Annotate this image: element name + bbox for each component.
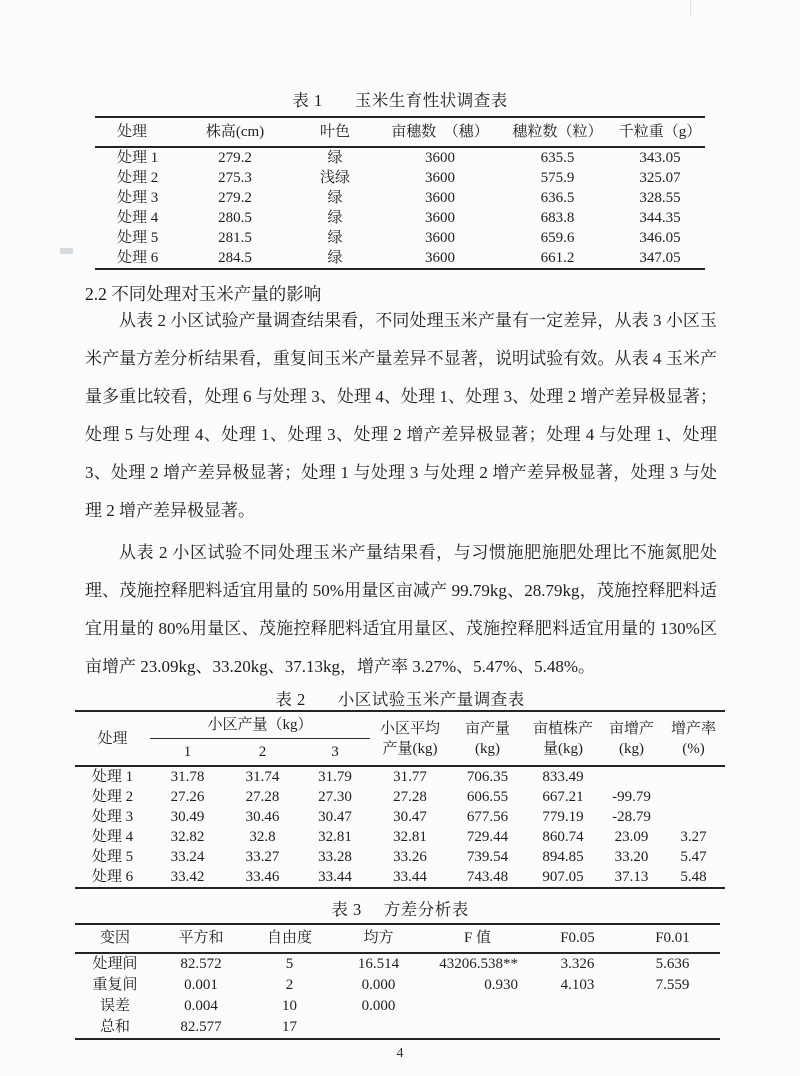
table-cell: -28.79 (612, 809, 651, 825)
table-cell (625, 1017, 720, 1039)
table-cell: 30.49 (170, 809, 205, 825)
table-cell (662, 766, 725, 787)
table-row (95, 208, 705, 228)
table-cell: 32.81 (393, 829, 427, 845)
table-cell: 344.35 (639, 210, 681, 226)
table-cell: 27.28 (245, 789, 280, 805)
table-cell: 279.2 (218, 190, 252, 206)
table2-header-rep-2: 2 (225, 739, 300, 767)
table-cell (425, 1017, 530, 1039)
table-cell: 32.82 (170, 829, 205, 845)
table-cell: 误差 (99, 998, 130, 1014)
table-cell: 总和 (99, 1019, 130, 1035)
table-cell (530, 1017, 625, 1039)
table2-header-rep-1: 1 (150, 739, 225, 767)
table1-header-leaf-color: 叶色 (290, 117, 380, 147)
table-cell: 31.77 (393, 769, 427, 785)
header-line: 量(kg) (543, 740, 584, 757)
table1-caption-title: 玉米生育性状调查表 (354, 91, 508, 110)
table-row (75, 847, 725, 867)
table-cell: 绿 (327, 250, 343, 266)
table-cell: 3600 (425, 250, 455, 266)
table-cell: 82.577 (180, 1019, 222, 1035)
table-row (75, 867, 725, 888)
table-cell: 2 (285, 977, 294, 993)
table2-header-yield-increase-rate (662, 711, 725, 766)
table-cell: 33.46 (245, 869, 280, 885)
table-cell: 3600 (425, 210, 455, 226)
table-cell: 27.26 (170, 789, 205, 805)
table2-caption-title: 小区试验玉米产量调查表 (337, 690, 525, 709)
table2-header-treatment: 处理 (75, 711, 150, 766)
table-cell: 3600 (425, 170, 455, 186)
table1-header-treatment: 处理 (95, 117, 180, 147)
table-cell: 279.2 (218, 150, 252, 166)
table-cell: 重复间 (92, 977, 138, 993)
header-line: (kg) (619, 740, 645, 757)
table3-header-mean-square: 均方 (332, 924, 425, 953)
table-row (75, 766, 725, 787)
body-paragraph-2: 从表 2 小区试验不同处理玉米产量结果看，与习惯施肥施肥处理比不施氮肥处理、茂施控释肥料适宜用量的 50%用量区亩减产 99.79kg、28.79kg，茂施控释肥料适宜用量的 80%用量区、茂施控释肥料适宜用量区、茂施控释肥料适宜用量的 130%区亩增产 23.09kg、33.20kg、37.13kg，增产率 3.27%、5.47%、5.48%。 (85, 543, 717, 676)
table1-growth-traits (95, 116, 705, 270)
table-row (95, 147, 705, 168)
table-cell: 处理 3 (91, 809, 134, 825)
header-line: 小区平均 (380, 720, 441, 737)
table-cell: 处理 5 (117, 230, 159, 246)
table-row (95, 248, 705, 269)
table2-header-plot-avg-yield (370, 711, 450, 766)
table2-plot-yield (75, 710, 725, 889)
header-line: 产量(kg) (382, 740, 438, 757)
table-cell (425, 996, 530, 1017)
table-cell: 绿 (327, 230, 343, 246)
table1-header-kernels-per-ear: 穗粒数（粒） (500, 117, 615, 147)
table-cell: 739.54 (466, 849, 509, 865)
table-cell: 5 (285, 956, 294, 972)
table3-header-f-value: F 值 (425, 924, 530, 953)
table-row (75, 953, 720, 975)
table-cell: 635.5 (540, 150, 575, 166)
table-cell: 3.27 (680, 829, 707, 845)
table1-header-plant-height: 株高(cm) (180, 117, 290, 147)
table-cell: 处理 2 (91, 789, 134, 805)
table-cell: 328.55 (639, 190, 681, 206)
table-cell: 33.26 (393, 849, 427, 865)
table-cell: 7.559 (655, 977, 690, 993)
header-line: 增产率 (671, 720, 717, 737)
table-cell: 5.636 (655, 956, 690, 972)
table-cell: 10 (282, 998, 297, 1014)
table-cell: 处理 3 (117, 190, 159, 206)
table-row (75, 787, 725, 807)
table2-header-rep-3: 3 (300, 739, 370, 767)
table2-header-plot-yield-group: 小区产量（kg） (150, 711, 370, 739)
table3-header-degrees-of-freedom: 自由度 (247, 924, 332, 953)
table3-header-sum-of-squares: 平方和 (155, 924, 247, 953)
table-cell: 处理 5 (91, 849, 134, 865)
table-cell: 31.79 (318, 769, 352, 785)
table-cell: -99.79 (612, 789, 651, 805)
table1-caption (0, 90, 800, 112)
table-cell: 31.74 (245, 769, 280, 785)
table3-anova (75, 923, 720, 1040)
table3-header-f001: F0.01 (625, 924, 720, 953)
table-cell: 处理 6 (91, 869, 134, 885)
table2-header-plant-yield-per-mu (525, 711, 601, 766)
table3-caption-title: 方差分析表 (383, 900, 469, 919)
table-cell: 677.56 (466, 809, 509, 825)
header-line: 亩增产 (609, 720, 655, 737)
table-cell: 处理间 (92, 956, 138, 972)
table-cell: 27.28 (393, 789, 427, 805)
table-cell: 33.20 (614, 849, 649, 865)
table-cell: 606.55 (466, 789, 509, 805)
table-cell (332, 1017, 425, 1039)
table2-caption-label: 表 2 (275, 690, 306, 709)
table-cell: 860.74 (542, 829, 584, 845)
table-cell: 23.09 (614, 829, 649, 845)
table-cell: 30.46 (245, 809, 280, 825)
table-cell: 636.5 (540, 190, 575, 206)
page-number: 4 (396, 1046, 404, 1061)
table3-header-variation-source: 变因 (75, 924, 155, 953)
header-line: (%) (682, 740, 705, 757)
table-cell (662, 787, 725, 807)
table-cell (662, 807, 725, 827)
table-cell: 30.47 (318, 809, 352, 825)
table-cell: 347.05 (639, 250, 681, 266)
table-cell: 729.44 (466, 829, 509, 845)
table-cell: 27.30 (318, 789, 352, 805)
table-row (95, 228, 705, 248)
table3-caption (0, 899, 800, 921)
header-line: (kg) (475, 740, 501, 757)
table-cell: 706.35 (466, 769, 509, 785)
table-cell: 325.07 (639, 170, 681, 186)
table-cell: 32.8 (249, 829, 276, 845)
table-cell: 绿 (327, 190, 343, 206)
table-cell: 37.13 (614, 869, 649, 885)
table-cell: 0.001 (184, 977, 218, 993)
table-cell: 31.78 (170, 769, 205, 785)
table-row (95, 188, 705, 208)
table-cell: 659.6 (540, 230, 575, 246)
table-cell: 82.572 (180, 956, 222, 972)
table-cell: 5.47 (680, 849, 707, 865)
table-cell: 275.3 (218, 170, 252, 186)
header-line: 亩植株产 (533, 720, 594, 737)
table-cell: 833.49 (542, 769, 584, 785)
table-cell: 5.48 (680, 869, 707, 885)
table1-header-ears-per-mu: 亩穗数 （穗） (380, 117, 500, 147)
table-cell: 32.81 (318, 829, 352, 845)
table1-header-thousand-kernel-weight: 千粒重（g） (615, 117, 705, 147)
scan-artifact-mark (60, 248, 73, 254)
table2-header-yield-per-mu (450, 711, 525, 766)
section-heading: 2.2 不同处理对玉米产量的影响 (85, 284, 322, 304)
table-cell: 33.24 (170, 849, 205, 865)
table-cell: 0.004 (184, 998, 218, 1014)
table-cell: 处理 1 (91, 769, 134, 785)
table-cell: 0.000 (361, 998, 396, 1014)
table-cell (625, 996, 720, 1017)
scan-artifact-line (690, 0, 691, 16)
table2-header-yield-increase-per-mu (601, 711, 662, 766)
table-cell: 33.42 (170, 869, 205, 885)
table-cell: 绿 (327, 150, 343, 166)
table-cell: 33.27 (245, 849, 280, 865)
table-cell: 处理 2 (117, 170, 159, 186)
table-cell: 30.47 (393, 809, 427, 825)
table-row (75, 827, 725, 847)
table-cell (601, 766, 662, 787)
table-cell: 343.05 (639, 150, 681, 166)
table-cell: 处理 4 (91, 829, 134, 845)
body-paragraph-1: 从表 2 小区试验产量调查结果看，不同处理玉米产量有一定差异，从表 3 小区玉米产量方差分析结果看，重复间玉米产量差异不显著，说明试验有效。从表 4 玉米产量多重比较看，处理 6 与处理 3、处理 4、处理 1、处理 3、处理 2 增产差异极显著；处理 5 与处理 4、处理 1、处理 3、处理 2 增产差异极显著；处理 4 与处理 1、处理 3、处理 2 增产差异极显著；处理 1 与处理 3 与处理 2 增产差异极显著，处理 3 与处理 2 增产差异极显著。 (85, 311, 717, 520)
table-cell: 3600 (425, 230, 455, 246)
table-cell: 575.9 (540, 170, 575, 186)
table3-header-f005: F0.05 (530, 924, 625, 953)
table-cell: 浅绿 (319, 170, 350, 186)
table-row (75, 807, 725, 827)
table-cell: 17 (282, 1019, 297, 1035)
table-cell: 280.5 (218, 210, 252, 226)
table-cell: 33.44 (393, 869, 427, 885)
table-cell: 3600 (425, 190, 455, 206)
table-cell: 3600 (425, 150, 455, 166)
table-cell (530, 996, 625, 1017)
table-cell: 3.326 (560, 956, 595, 972)
table-cell: 284.5 (218, 250, 252, 266)
table-cell: 处理 4 (117, 210, 159, 226)
table-cell: 处理 6 (117, 250, 159, 266)
table1-caption-label: 表 1 (292, 91, 323, 110)
table2-caption (0, 689, 800, 711)
table-row (75, 975, 720, 996)
table-cell: 907.05 (542, 869, 584, 885)
table-row (95, 168, 705, 188)
table-cell: 0.000 (361, 977, 396, 993)
table-cell: 处理 1 (117, 150, 159, 166)
table-row (75, 1017, 720, 1039)
header-line: 亩产量 (465, 720, 511, 737)
table-cell: 33.44 (318, 869, 352, 885)
table-cell: 661.2 (540, 250, 575, 266)
table-cell: 667.21 (542, 789, 584, 805)
table-cell: 683.8 (540, 210, 575, 226)
table1-header-row (95, 117, 705, 147)
table3-caption-label: 表 3 (331, 900, 362, 919)
table-cell: 346.05 (639, 230, 681, 246)
table2-header-row-1 (75, 711, 725, 739)
table-cell: 779.19 (542, 809, 584, 825)
table-cell: 0.930 (484, 977, 518, 993)
table-cell: 894.85 (542, 849, 584, 865)
table3-header-row (75, 924, 720, 953)
table-cell: 43206.538** (439, 956, 518, 972)
table-cell: 281.5 (218, 230, 252, 246)
table-cell: 绿 (327, 210, 343, 226)
table-cell: 4.103 (560, 977, 595, 993)
table-cell: 16.514 (357, 956, 400, 972)
table-row (75, 996, 720, 1017)
table-cell: 33.28 (318, 849, 352, 865)
table-cell: 743.48 (466, 869, 509, 885)
